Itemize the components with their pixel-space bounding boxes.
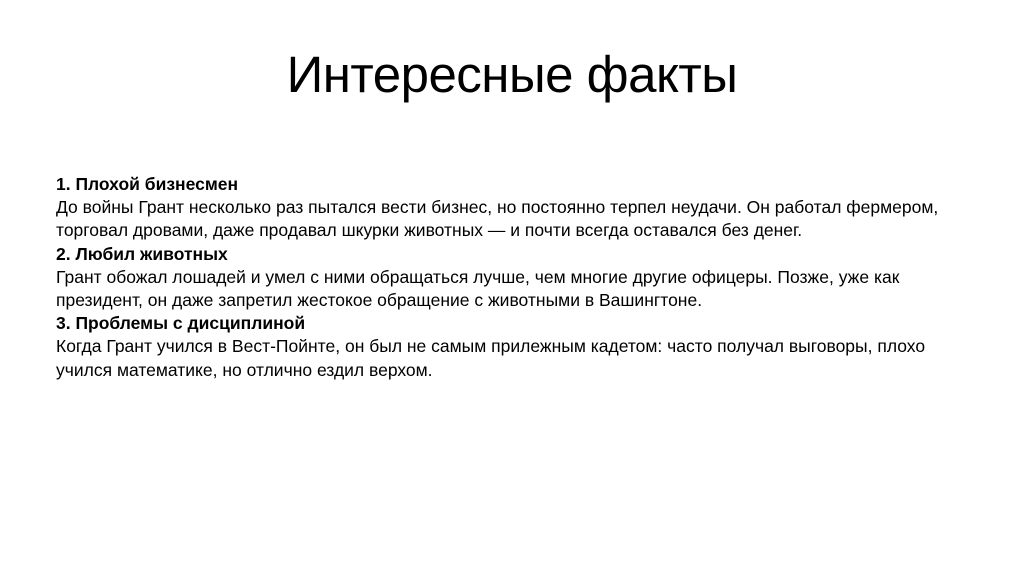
fact-heading: 3. Проблемы с дисциплиной bbox=[56, 313, 306, 334]
fact-heading: 2. Любил животных bbox=[56, 243, 228, 264]
fact-item-1 bbox=[56, 173, 961, 243]
fact-text: Когда Грант учился в Вест-Пойнте, он был не самым прилежным кадетом: часто получал выговоры, плохо учился математике, но отлично ездил верхом. bbox=[56, 336, 926, 380]
slide-body bbox=[56, 173, 961, 382]
slide-title: Интересные факты bbox=[286, 46, 738, 103]
fact-text: До войны Грант несколько раз пытался вести бизнес, но постоянно терпел неудачи. Он работал фермером, торговал дровами, даже продавал шкурки животных — и почти всегда оставался без денег. bbox=[56, 197, 939, 241]
fact-item-2 bbox=[56, 243, 961, 313]
fact-heading: 1. Плохой бизнесмен bbox=[56, 174, 239, 194]
fact-item-3 bbox=[56, 312, 961, 382]
fact-text: Грант обожал лошадей и умел с ними обращаться лучше, чем многие другие офицеры. Позже, уже как президент, он даже запретил жестокое обращение с животными в Вашингтоне. bbox=[56, 266, 900, 311]
